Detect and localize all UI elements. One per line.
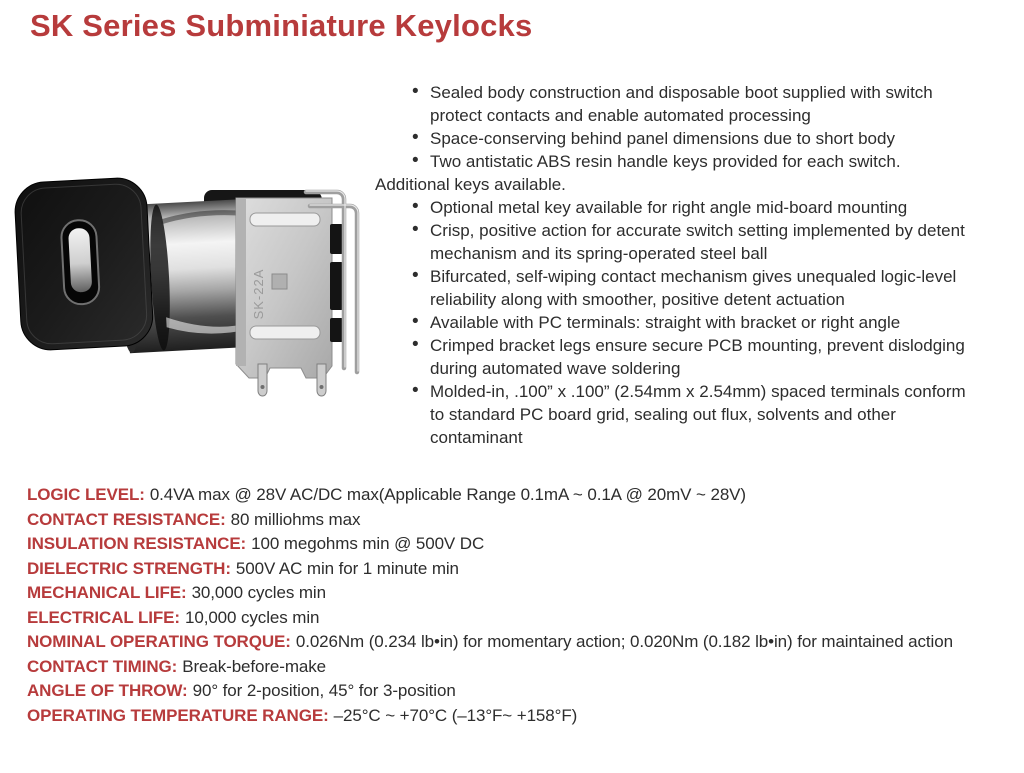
spec-line [27,532,968,557]
spec-label: INSULATION RESISTANCE: [27,534,247,553]
feature-item: • Crisp, positive action for accurate switch setting implemented by detent mechanism and its spring-operated steel ball [372,219,970,265]
spec-value: 0.4VA max @ 28V AC/DC max(Applicable Range 0.1mA ~ 0.1A @ 20mV ~ 28V) [149,485,746,504]
specifications-list [27,483,968,728]
spec-value: Break-before-make [182,656,327,676]
feature-item: • Two antistatic ABS resin handle keys provided for each switch. [372,150,970,173]
feature-item: • Molded-in, .100” x .100” (2.54mm x 2.54mm) spaced terminals conform to standard PC board grid, sealing out flux, solvents and other contaminant [372,380,970,449]
feature-item: • Space-conserving behind panel dimensions due to short body [372,127,970,150]
spec-line [27,508,968,533]
spec-label: LOGIC LEVEL: [27,485,145,504]
feature-list-bottom [372,196,970,449]
spec-value: 0.026Nm (0.234 lb•in) for momentary action; 0.020Nm (0.182 lb•in) for maintained action [295,632,953,651]
bracket-engraving: SK-22A [251,268,266,320]
spec-line [27,557,968,582]
spec-line [27,606,968,631]
spec-label: DIELECTRIC STRENGTH: [27,558,231,578]
product-photo [14,166,366,398]
spec-value: 80 milliohms max [230,509,361,529]
spec-value: –25°C ~ +70°C (–13°F~ +158°F) [333,705,578,725]
spec-label: NOMINAL OPERATING TORQUE: [27,632,291,651]
spec-value: 100 megohms min @ 500V DC [251,534,485,553]
spec-label: ANGLE OF THROW: [27,681,188,700]
feature-list-column [372,81,970,449]
keylock-product-illustration [14,166,366,398]
feature-item: • Crimped bracket legs ensure secure PCB mounting, prevent dislodging during automated wave soldering [372,334,970,380]
feature-item: • Optional metal key available for right angle mid-board mounting [372,196,970,219]
spec-label: CONTACT TIMING: [27,656,178,676]
additional-keys-note: Additional keys available. [375,175,566,194]
spec-label: ELECTRICAL LIFE: [27,607,180,627]
switch-body-side [330,224,343,342]
spec-line [27,679,968,704]
handle-key [14,177,154,352]
spec-label: OPERATING TEMPERATURE RANGE: [27,705,329,725]
spec-line [27,581,968,606]
mounting-bracket [236,198,332,378]
spec-value: 30,000 cycles min [191,583,326,602]
spec-value: 10,000 cycles min [184,607,320,627]
spec-line [27,655,968,680]
feature-item: • Bifurcated, self-wiping contact mechanism gives unequaled logic-level reliability along with smoother, positive detent actuation [372,265,970,311]
spec-value: 90° for 2-position, 45° for 3-position [192,681,456,700]
spec-label: MECHANICAL LIFE: [27,583,187,602]
spec-line [27,704,968,729]
spec-value: 500V AC min for 1 minute min [235,558,459,578]
page-title: SK Series Subminiature Keylocks [30,8,533,43]
spec-line [27,483,968,508]
spec-label: CONTACT RESISTANCE: [27,509,226,529]
feature-list-top [372,81,970,173]
feature-item: • Sealed body construction and disposable boot supplied with switch protect contacts and enable automated processing [372,81,970,127]
feature-item: • Available with PC terminals: straight with bracket or right angle [372,311,970,334]
spec-line [27,630,968,655]
